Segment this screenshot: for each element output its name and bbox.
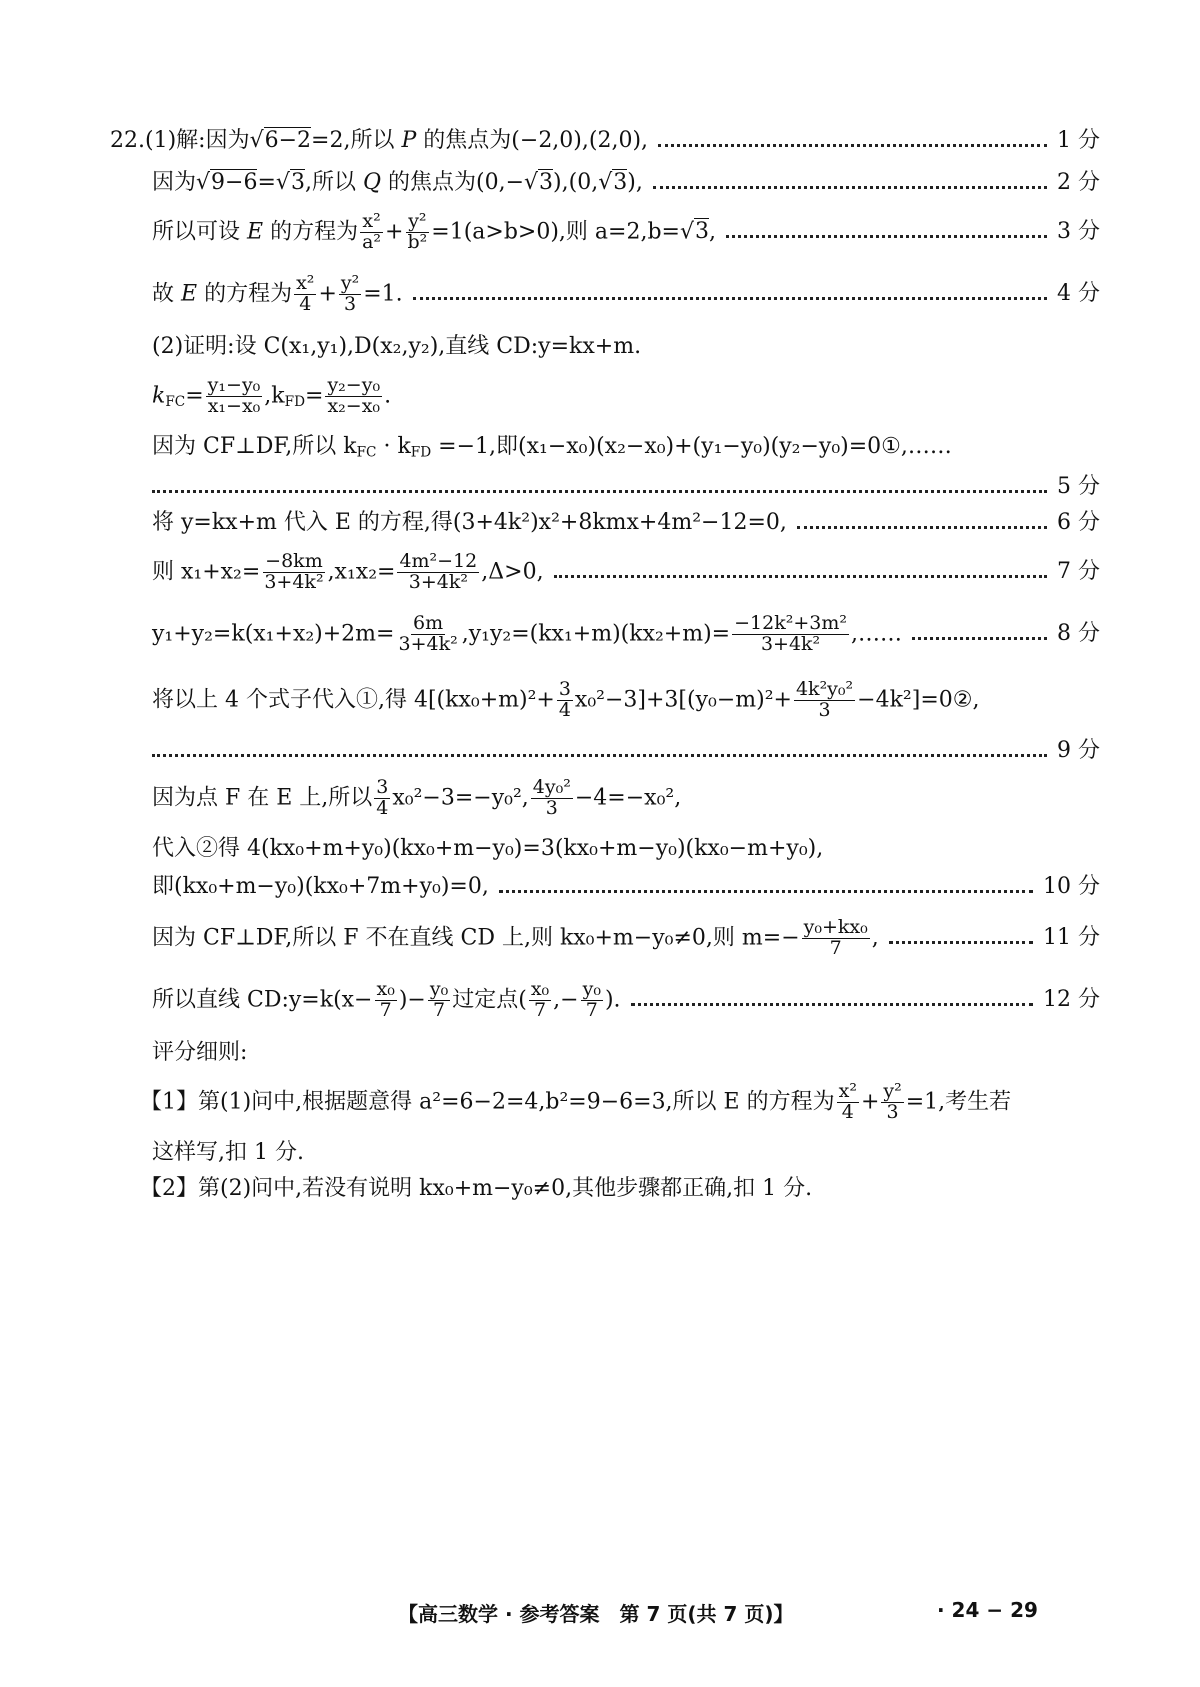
leader-dots bbox=[631, 1003, 1033, 1006]
fraction: $\frac{\text{4k²y₀²}}{3}$ bbox=[795, 678, 854, 721]
leader-dots bbox=[658, 144, 1047, 147]
fraction: $\frac{6m}{\text{3+4k²}}$ bbox=[398, 612, 458, 655]
solution-line-2: 因为√9−6=√3,所以 Q 的焦点为(0,−√3),(0,√3), 2 分 bbox=[152, 170, 1100, 195]
fraction: $\frac{\text{y₀}}{7}$ bbox=[429, 978, 449, 1021]
solution-line-4: 故 E 的方程为 $\frac{\text{x²}}{4}$ + $\frac{\text{y²}}{3}$ =1. 4 分 bbox=[152, 272, 1100, 315]
leader-dots bbox=[152, 754, 1047, 757]
fraction: $\frac{3}{4}$ bbox=[376, 776, 389, 819]
leader-dots bbox=[499, 890, 1033, 893]
score-label: 11 分 bbox=[1043, 925, 1100, 951]
fraction: $\frac{\text{4y₀²}}{3}$ bbox=[532, 776, 571, 819]
fraction: $\frac{\text{y₁−y₀}}{\text{x₁−x₀}}$ bbox=[207, 374, 261, 417]
solution-line-11: y₁+y₂=k(x₁+x₂)+2m= $\frac{6m}{\text{3+4k²}}$ ,y₁y₂=(kx₁+m)(kx₂+m)= $\frac{\text{−12k²+3m²}}{\text{3+4k²}}$ ,…… 8 分 bbox=[152, 612, 1100, 655]
fraction: $\frac{\text{4m²−12}}{\text{3+4k²}}$ bbox=[399, 550, 478, 593]
rubric-item-2: 【2】第(2)问中,若没有说明 kx₀+m−y₀≠0,其他步骤都正确,扣 1 分. bbox=[140, 1176, 813, 1201]
score-label: 12 分 bbox=[1043, 987, 1100, 1013]
solution-line-15: 代入②得 4(kx₀+m+y₀)(kx₀+m−y₀)=3(kx₀+m−y₀)(kx₀−m+y₀), bbox=[152, 836, 824, 861]
fraction: $\frac{\text{x²}}{\text{a²}}$ bbox=[362, 210, 382, 253]
fraction: $\frac{\text{x₀}}{7}$ bbox=[530, 978, 550, 1021]
fraction: $\frac{\text{y²}}{3}$ bbox=[340, 272, 360, 315]
problem-number: 22. bbox=[110, 128, 145, 153]
solution-line-12: 将以上 4 个式子代入①,得 4[(kx₀+m)²+ $\frac{3}{4}$ x₀²−3]+3[(y₀−m)²+ $\frac{\text{4k²y₀²}}{3}$ −4k²]=0②, bbox=[152, 678, 980, 721]
solution-line-13 bbox=[152, 738, 1100, 764]
score-label: 2 分 bbox=[1057, 170, 1100, 195]
score-label: 4 分 bbox=[1057, 281, 1100, 307]
rubric-item-1-continued: 这样写,扣 1 分. bbox=[152, 1140, 304, 1165]
fraction: $\frac{\text{x²}}{4}$ bbox=[838, 1080, 857, 1123]
score-label: 6 分 bbox=[1057, 510, 1100, 535]
solution-line-6: $k_{FC}=$ $\frac{\text{y₁−y₀}}{\text{x₁−x₀}}$ $,k_{FD}=$ $\frac{\text{y₂−y₀}}{\text{x₂−x₀}}$ . bbox=[152, 374, 392, 417]
solution-line-18: 所以直线 CD:y=k(x− $\frac{\text{x₀}}{7}$ )− $\frac{\text{y₀}}{7}$ 过定点( $\frac{\text{x₀}}{7}$ ,− $\frac{\text{y₀}}{7}$ ). 12 分 bbox=[152, 978, 1100, 1021]
solution-line-16: 即(kx₀+m−y₀)(kx₀+7m+y₀)=0, 10 分 bbox=[152, 874, 1100, 899]
leader-dots bbox=[653, 186, 1047, 189]
leader-dots bbox=[554, 575, 1047, 578]
fraction: $\frac{\text{y²}}{\text{b²}}$ bbox=[407, 210, 428, 253]
score-label: 10 分 bbox=[1043, 874, 1100, 899]
score-label: 7 分 bbox=[1057, 559, 1100, 585]
score-label: 3 分 bbox=[1057, 219, 1100, 245]
leader-dots bbox=[889, 941, 1033, 944]
solution-line-9: 将 y=kx+m 代入 E 的方程,得(3+4k²)x²+8kmx+4m²−12=0, 6 分 bbox=[152, 510, 1100, 535]
leader-dots bbox=[797, 526, 1047, 529]
solution-line-5: (2)证明:设 C(x₁,y₁),D(x₂,y₂),直线 CD:y=kx+m. bbox=[152, 334, 642, 359]
leader-dots bbox=[912, 637, 1047, 640]
score-label: 5 分 bbox=[1057, 474, 1100, 499]
solution-line-7: 因为 CF⊥DF,所以 $k_{FC} \cdot k_{FD} =-1$,即(x₁−x₀)(x₂−x₀)+(y₁−y₀)(y₂−y₀)=0①,…… bbox=[152, 434, 952, 461]
rubric-item-1: 【1】第(1)问中,根据题意得 a²=6−2=4,b²=9−6=3,所以 E 的方程为 $\frac{\text{x²}}{4}$ + $\frac{\text{y²}}{3}$ =1,考生若 bbox=[140, 1080, 1012, 1123]
solution-line-14: 因为点 F 在 E 上,所以 $\frac{3}{4}$ x₀²−3=−y₀², $\frac{\text{4y₀²}}{3}$ −4=−x₀², bbox=[152, 776, 682, 819]
solution-line-3: 所以可设 E 的方程为 $\frac{\text{x²}}{\text{a²}}$ + $\frac{\text{y²}}{\text{b²}}$ =1(a>b>0),则 a=2,b=√3, 3 分 bbox=[152, 210, 1100, 253]
solution-line-10: 则 x₁+x₂= $\frac{-8km}{\text{3+4k²}}$ ,x₁x₂= $\frac{\text{4m²−12}}{\text{3+4k²}}$ ,Δ>0, 7 分 bbox=[152, 550, 1100, 593]
fraction: $\frac{\text{y₀}}{7}$ bbox=[582, 978, 601, 1021]
solution-line-17: 因为 CF⊥DF,所以 F 不在直线 CD 上,则 kx₀+m−y₀≠0,则 m=− $\frac{\text{y₀+kx₀}}{7}$ , 11 分 bbox=[152, 916, 1100, 959]
footer-code: · 24 − 29 bbox=[937, 1598, 1038, 1622]
score-label: 1 分 bbox=[1057, 128, 1100, 153]
fraction: $\frac{\text{y²}}{3}$ bbox=[883, 1080, 902, 1123]
footer-title: 【高三数学 · 参考答案 第 7 页(共 7 页)】 bbox=[398, 1602, 794, 1626]
fraction: $\frac{\text{y₂−y₀}}{\text{x₂−x₀}}$ bbox=[327, 374, 381, 417]
solution-line-8 bbox=[152, 474, 1100, 500]
leader-dots bbox=[726, 235, 1047, 238]
fraction: $\frac{\text{−12k²+3m²}}{\text{3+4k²}}$ bbox=[734, 612, 847, 655]
score-label: 9 分 bbox=[1057, 738, 1100, 763]
leader-dots bbox=[413, 297, 1047, 300]
fraction: $\frac{\text{y₀+kx₀}}{7}$ bbox=[803, 916, 868, 959]
leader-dots bbox=[152, 490, 1047, 493]
fraction: $\frac{3}{4}$ bbox=[558, 678, 571, 721]
fraction: $\frac{\text{x²}}{4}$ bbox=[296, 272, 315, 315]
fraction: $\frac{\text{x₀}}{7}$ bbox=[376, 978, 395, 1021]
rubric-heading: 评分细则: bbox=[152, 1040, 248, 1065]
fraction: $\frac{-8km}{\text{3+4k²}}$ bbox=[264, 550, 324, 593]
score-label: 8 分 bbox=[1057, 621, 1100, 647]
solution-line-1: 22.(1)解:因为√6−2=2,所以 P 的焦点为(−2,0),(2,0), 1 分 bbox=[110, 128, 1100, 153]
